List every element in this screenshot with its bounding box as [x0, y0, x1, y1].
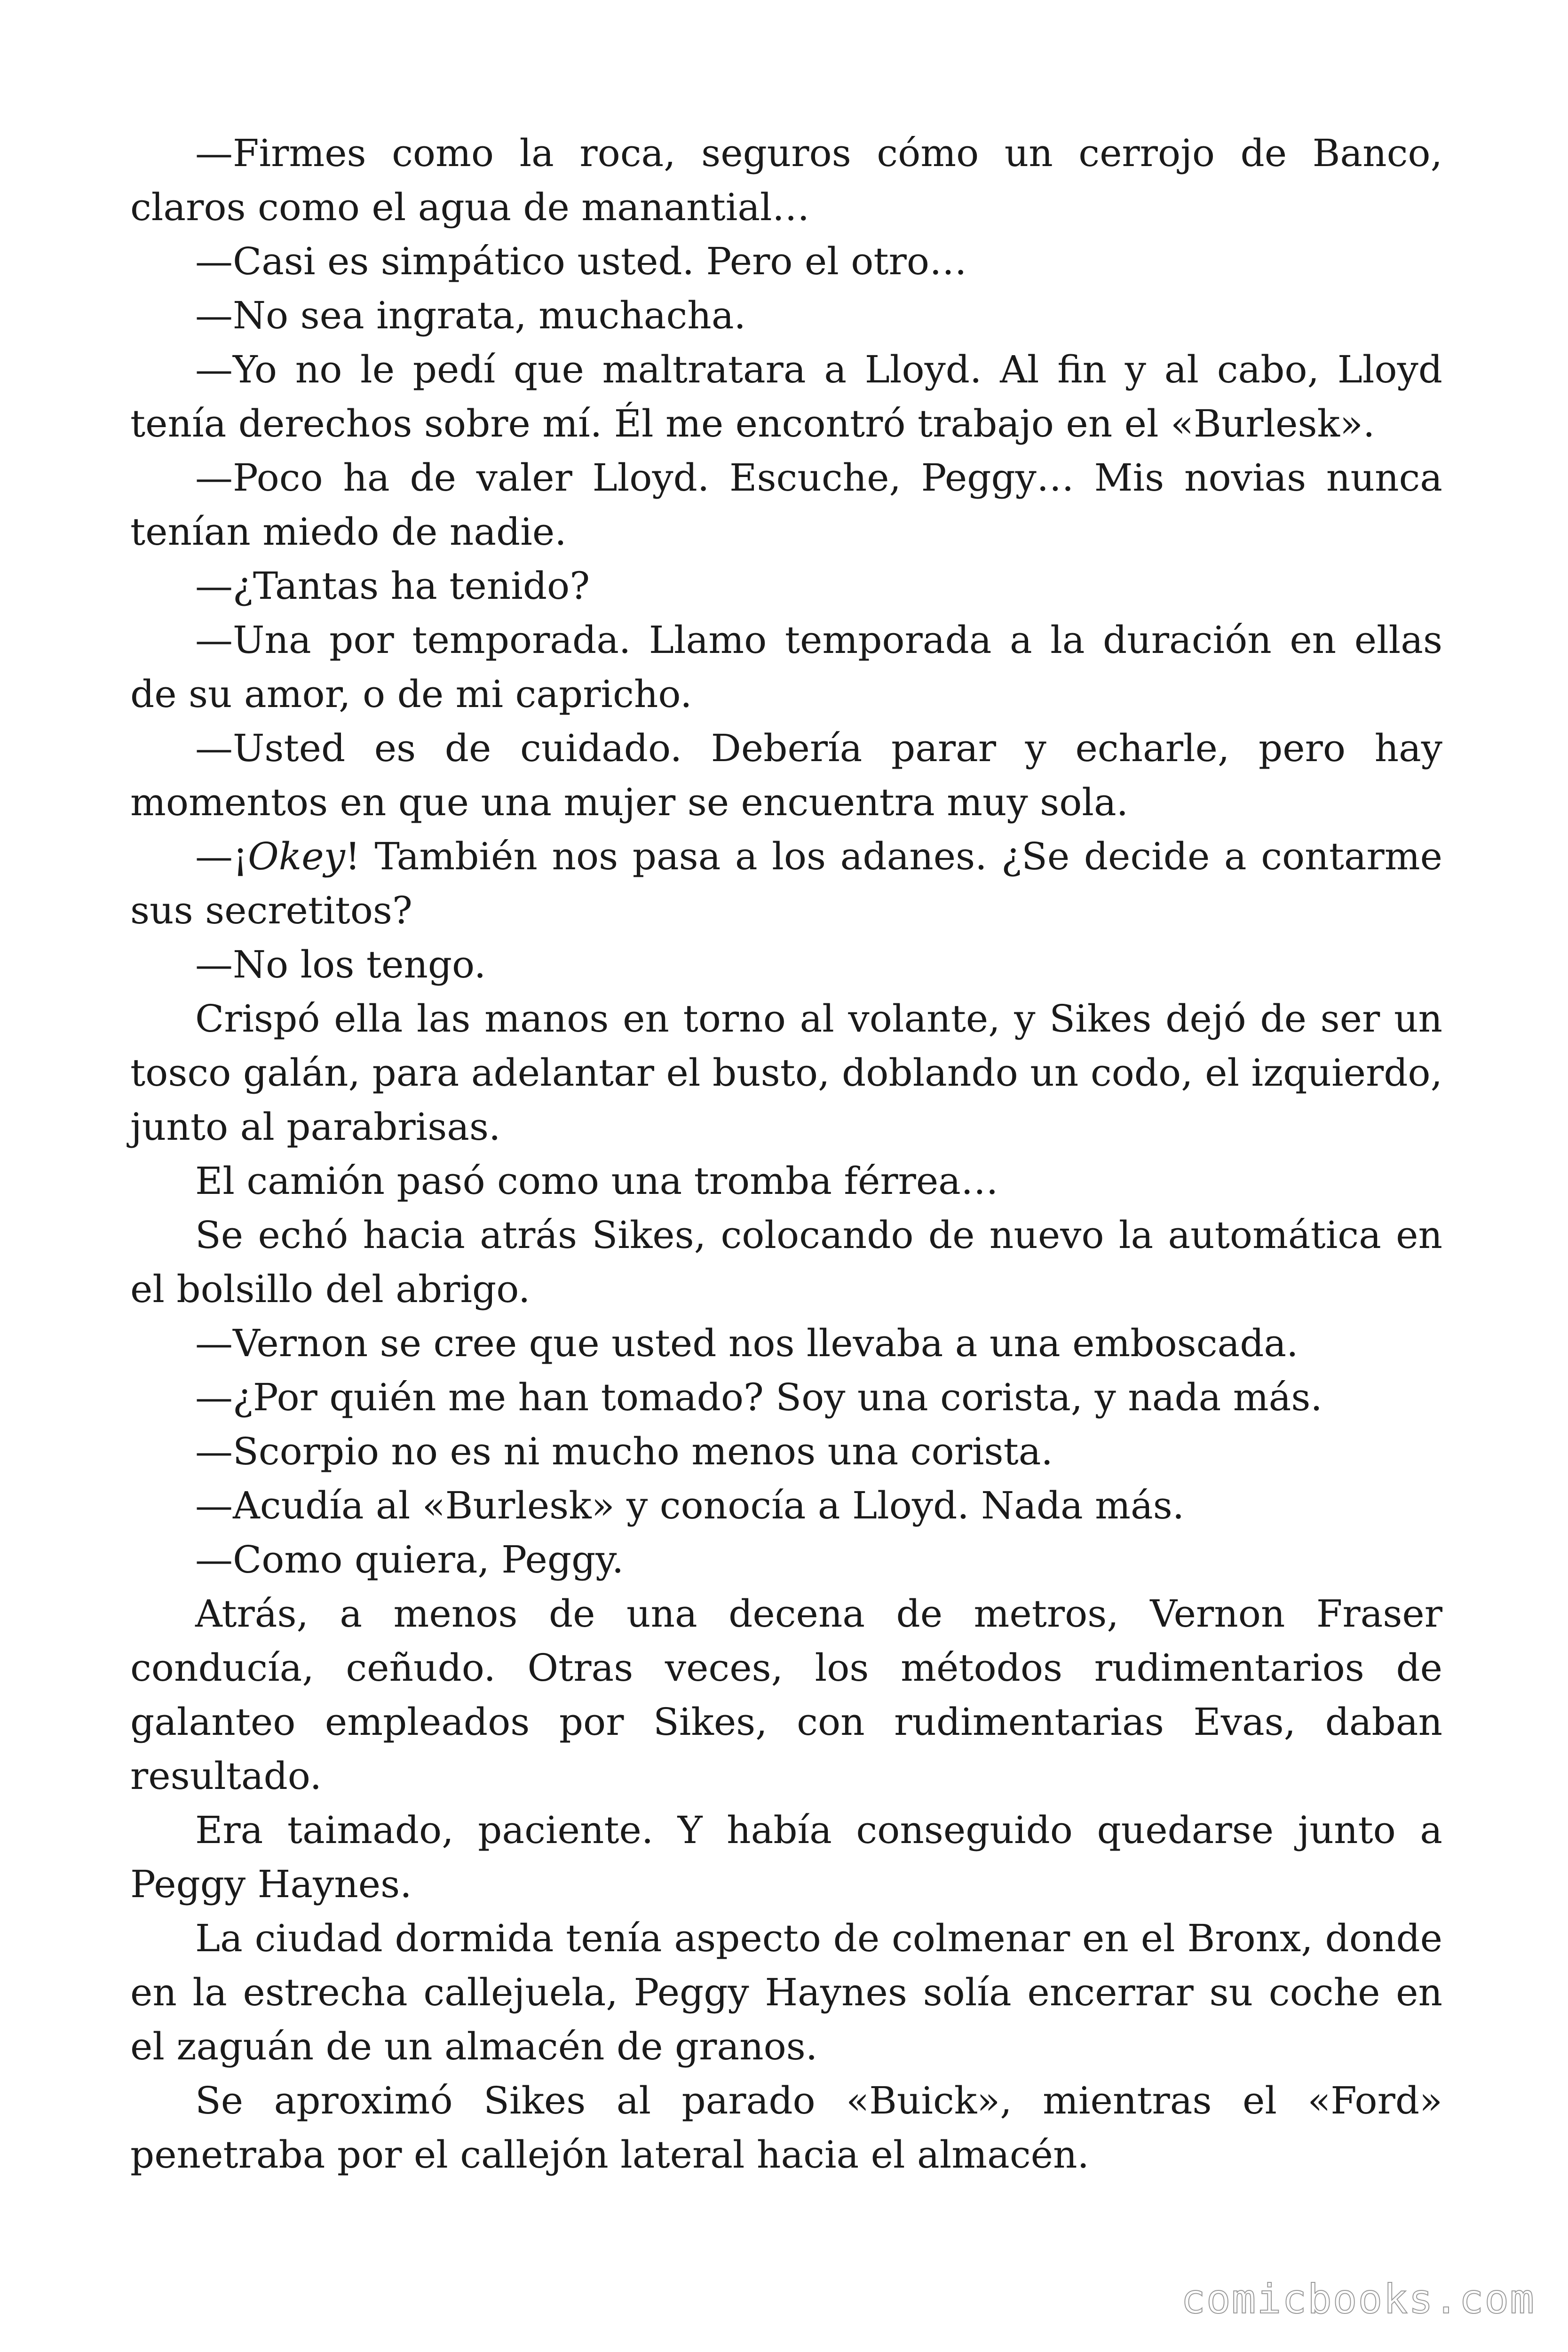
paragraph: —Yo no le pedí que maltratara a Lloyd. Al fin y al cabo, Lloyd tenía derechos sobre mí. Él me encontró trabajo en el «Burlesk».: [130, 348, 1442, 445]
paragraph-text-end: ! También nos pasa a los adanes. ¿Se decide a contarme sus secretitos?: [130, 834, 1442, 932]
paragraph: —Firmes como la roca, seguros cómo un cerrojo de Banco, claros como el agua de manantial…: [130, 131, 1442, 229]
paragraph: —Vernon se cree que usted nos llevaba a una emboscada.: [195, 1321, 1299, 1365]
paragraph: —Acudía al «Burlesk» y conocía a Lloyd. Nada más.: [195, 1484, 1185, 1527]
page-body: [130, 126, 1442, 2182]
paragraph: —No sea ingrata, muchacha.: [195, 294, 746, 337]
paragraph: —Una por temporada. Llamo temporada a la duración en ellas de su amor, o de mi capricho.: [130, 618, 1442, 716]
paragraph: —Scorpio no es ni mucho menos una corista.: [195, 1430, 1053, 1473]
paragraph: —¿Tantas ha tenido?: [195, 564, 590, 608]
paragraph: —Usted es de cuidado. Debería parar y echarle, pero hay momentos en que una mujer se encuentra muy sola.: [130, 726, 1442, 824]
italic-word: Okey: [248, 834, 345, 878]
paragraph: Se aproximó Sikes al parado «Buick», mientras el «Ford» penetraba por el callejón lateral hacia el almacén.: [130, 2079, 1442, 2177]
paragraph: Se echó hacia atrás Sikes, colocando de nuevo la automática en el bolsillo del abrigo.: [130, 1213, 1442, 1311]
paragraph: —Poco ha de valer Lloyd. Escuche, Peggy… Mis novias nunca tenían miedo de nadie.: [130, 456, 1442, 554]
paragraph-text-start: —¡: [195, 834, 248, 878]
paragraph: Crispó ella las manos en torno al volante, y Sikes dejó de ser un tosco galán, para adelantar el busto, doblando un codo, el izquierdo, junto al parabrisas.: [130, 997, 1442, 1149]
watermark: comicbooks.com: [1181, 2276, 1535, 2323]
paragraph: Atrás, a menos de una decena de metros, Vernon Fraser conducía, ceñudo. Otras veces, los métodos rudimentarios de galanteo empleados por Sikes, con rudimentarias Evas, daban resultado.: [130, 1592, 1442, 1798]
paragraph: Era taimado, paciente. Y había conseguido quedarse junto a Peggy Haynes.: [130, 1808, 1442, 1906]
paragraph: [130, 829, 1442, 938]
paragraph: La ciudad dormida tenía aspecto de colmenar en el Bronx, donde en la estrecha callejuela, Peggy Haynes solía encerrar su coche en el zaguán de un almacén de granos.: [130, 1916, 1442, 2068]
paragraph: —No los tengo.: [195, 943, 486, 986]
paragraph: —¿Por quién me han tomado? Soy una corista, y nada más.: [195, 1375, 1323, 1419]
paragraph: —Casi es simpático usted. Pero el otro…: [195, 239, 967, 283]
paragraph: —Como quiera, Peggy.: [195, 1538, 624, 1581]
paragraph: El camión pasó como una tromba férrea…: [195, 1159, 998, 1203]
